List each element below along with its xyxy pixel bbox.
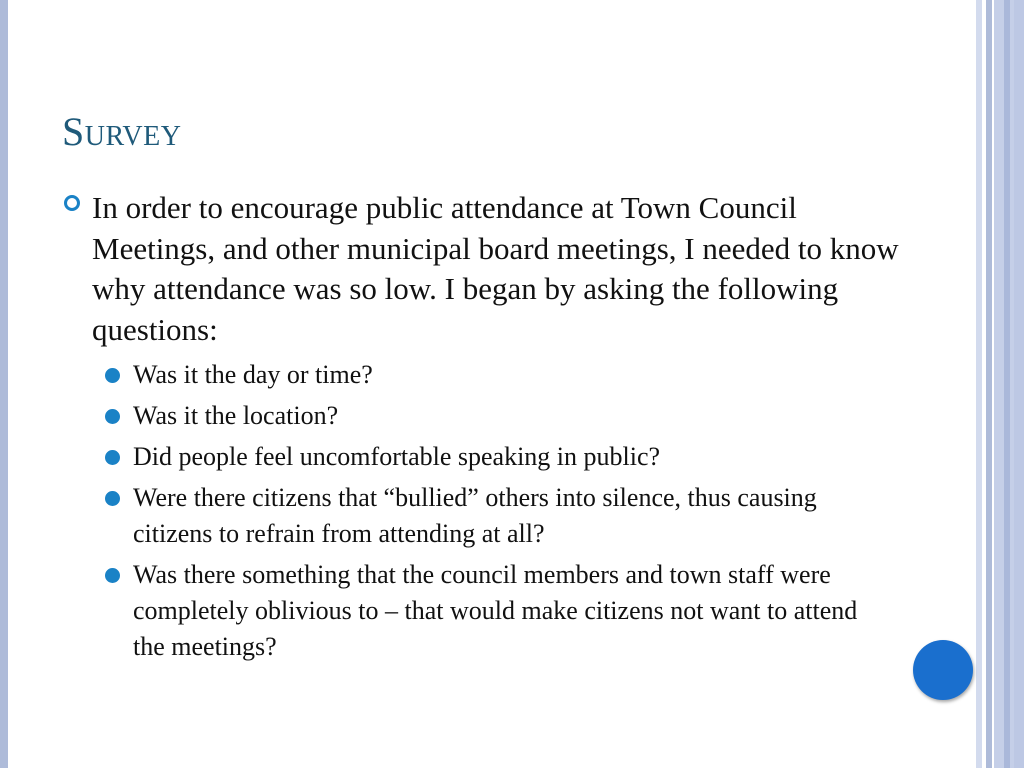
dot-bullet-icon: [105, 409, 120, 424]
question-text: Were there citizens that “bullied” others into silence, thus causing citizens to refrain from attending at all?: [133, 483, 817, 548]
left-border-decoration: [0, 0, 8, 768]
dot-bullet-icon: [105, 368, 120, 383]
list-item: [103, 357, 893, 393]
dot-bullet-icon: [105, 450, 120, 465]
list-item: [103, 557, 893, 665]
dot-bullet-icon: [105, 568, 120, 583]
slide-body: [62, 188, 922, 670]
question-text: Was there something that the council members and town staff were completely oblivious to – that would make citizens not want to attend the meetings?: [133, 560, 858, 661]
dot-bullet-icon: [105, 491, 120, 506]
question-text: Was it the day or time?: [133, 360, 373, 389]
list-item: [103, 439, 893, 475]
question-list: [62, 357, 922, 665]
main-paragraph: In order to encourage public attendance at Town Council Meetings, and other municipal board meetings, I needed to know why attendance was so low. I began by asking the following questions:: [92, 190, 899, 347]
ring-bullet-icon: [64, 195, 80, 211]
right-border-stripe: [1004, 0, 1010, 768]
right-border-stripe: [1014, 0, 1024, 768]
main-bullet: [62, 188, 922, 350]
circle-icon: [913, 640, 973, 700]
question-text: Was it the location?: [133, 401, 339, 430]
slide-title: Survey: [62, 109, 182, 154]
question-text: Did people feel uncomfortable speaking in public?: [133, 442, 661, 471]
right-border-stripe: [976, 0, 982, 768]
list-item: [103, 480, 893, 552]
right-border-stripe: [986, 0, 992, 768]
list-item: [103, 398, 893, 434]
